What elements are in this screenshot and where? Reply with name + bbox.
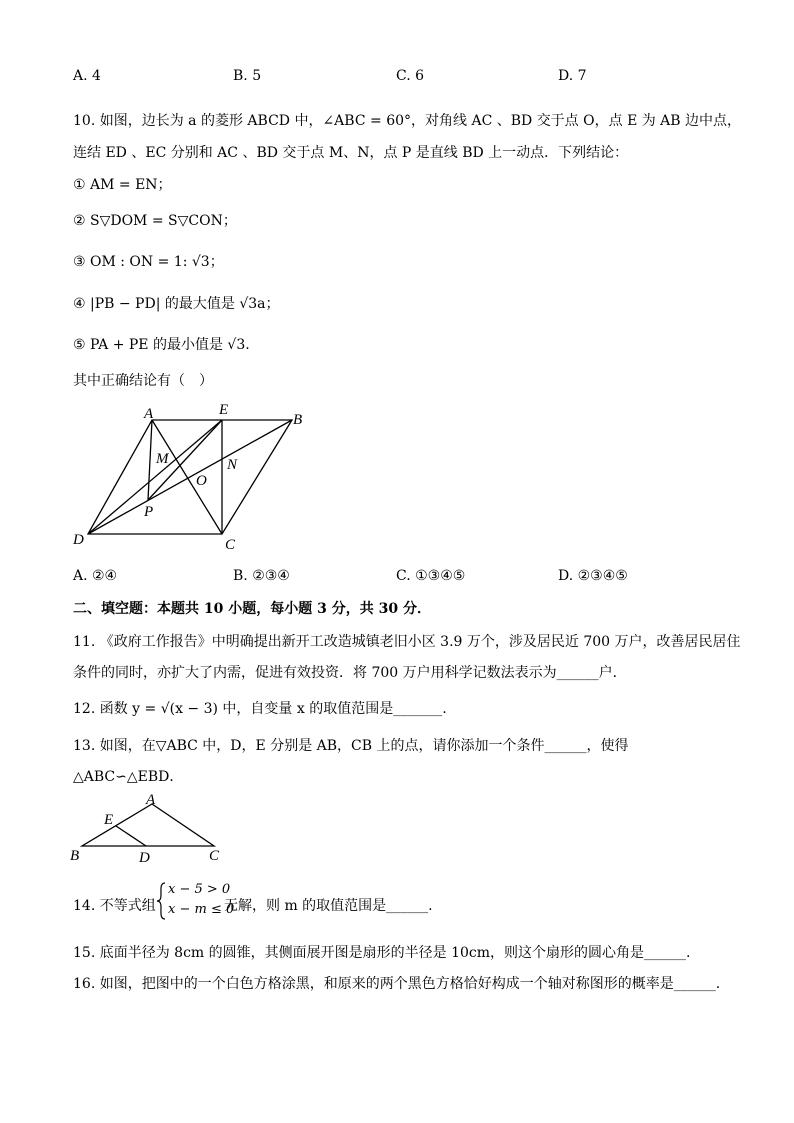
q12-text: 12. 函数 y = √(x − 3) 中，自变量 x 的取值范围是_______.	[73, 701, 447, 717]
label-d: D	[73, 532, 84, 548]
tri-label-b: B	[70, 848, 80, 864]
q10-question: 其中正确结论有（ ）	[73, 373, 213, 389]
q15-text: 15. 底面半径为 8cm 的圆锥，其侧面展开图是扇形的半径是 10cm，则这个扇形的圆心角是______.	[73, 945, 691, 961]
q10-option-d: D. ②③④⑤	[558, 568, 628, 584]
q9-option-d: D. 7	[558, 68, 587, 84]
q10-option-a: A. ②④	[73, 568, 118, 584]
segment-ed-small	[116, 826, 146, 846]
q10-line2: 连结 ED 、EC 分别和 AC 、BD 交于点 M、N，点 P 是直线 BD 上一动点．下列结论：	[73, 145, 629, 161]
q11-line1: 11. 《政府工作报告》中明确提出新开工改造城镇老旧小区 3.9 万个，涉及居民近 700 万户，改善居民居住	[73, 634, 741, 650]
q10-statement-3: ③ OM : ON = 1: √3；	[73, 254, 224, 270]
triangle-figure	[66, 790, 236, 866]
diagonal-bd	[88, 420, 292, 534]
q10-option-c: C. ①③④⑤	[396, 568, 466, 584]
label-p: P	[144, 504, 154, 520]
diagonal-ac	[152, 420, 222, 534]
label-o: O	[196, 473, 207, 489]
q10-option-b: B. ②③④	[233, 568, 290, 584]
segment-ap	[148, 420, 152, 500]
q13-line2: △ABC∽△EBD．	[73, 769, 184, 785]
tri-label-a: A	[146, 792, 156, 808]
q14-inequality-2: x − m ≤ 0	[168, 902, 235, 917]
q9-option-b: B. 5	[233, 68, 262, 84]
tri-label-e: E	[104, 812, 114, 828]
label-b: B	[293, 412, 303, 428]
rhombus-figure	[60, 398, 320, 554]
tri-label-c: C	[209, 848, 220, 864]
q10-statement-5: ⑤ PA + PE 的最小值是 √3.	[73, 337, 250, 353]
section-heading: 二、填空题：本题共 10 小题，每小题 3 分，共 30 分．	[73, 601, 431, 617]
q16-text: 16. 如图，把图中的一个白色方格涂黑，和原来的两个黑色方格恰好构成一个轴对称图形的概率是______.	[73, 976, 721, 992]
q10-statement-2: ② S▽DOM = S▽CON；	[73, 213, 237, 229]
tri-label-d: D	[139, 850, 150, 866]
q10-statement-4: ④ |PB − PD| 的最大值是 √3a；	[73, 296, 280, 312]
label-m: M	[156, 451, 169, 467]
q11-line2: 条件的同时，亦扩大了内需，促进有效投资．将 700 万户用科学记数法表示为______户．	[73, 665, 627, 681]
brace-icon	[155, 881, 167, 921]
q10-line1: 10. 如图，边长为 a 的菱形 ABCD 中，∠ABC = 60°，对角线 AC 、BD 交于点 O，点 E 为 AB 边中点，	[73, 113, 742, 129]
label-e: E	[219, 402, 229, 418]
q14-prefix: 14. 不等式组	[73, 898, 156, 914]
label-n: N	[227, 457, 238, 473]
q14-inequality-1: x − 5 > 0	[168, 882, 231, 897]
q10-statement-1: ① AM = EN；	[73, 177, 172, 193]
q9-option-c: C. 6	[396, 68, 425, 84]
q14-suffix: 无解，则 m 的取值范围是______.	[224, 898, 433, 914]
triangle-abc	[82, 804, 214, 846]
q9-option-a: A. 4	[73, 68, 101, 84]
label-c: C	[225, 537, 236, 553]
q13-line1: 13. 如图，在▽ABC 中，D，E 分别是 AB，CB 上的点，请你添加一个条件______，使得	[73, 738, 629, 754]
label-a: A	[144, 406, 154, 422]
